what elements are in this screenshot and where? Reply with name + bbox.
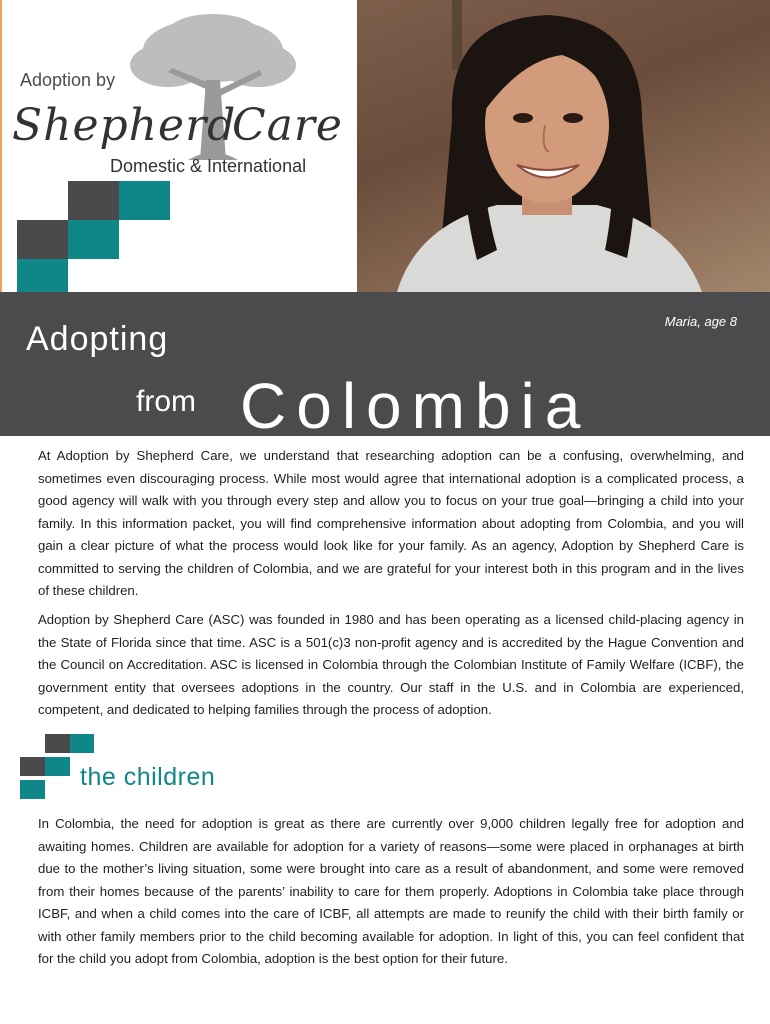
logo-edge-line: [0, 0, 2, 292]
child-portrait-icon: [357, 0, 770, 292]
logo-tagline-bottom: Domestic & International: [110, 156, 307, 176]
logo-tagline-top: Adoption by: [20, 70, 116, 90]
decor-square: [119, 181, 170, 220]
photo-caption: Maria, age 8: [664, 314, 737, 329]
decor-square: [20, 757, 45, 776]
title-banner: [0, 292, 770, 442]
decor-square: [70, 734, 94, 753]
decor-square: [17, 220, 68, 259]
logo-name-shepherd: Shepherd: [12, 100, 237, 151]
decor-square: [45, 734, 70, 753]
logo-name-care: Care: [232, 100, 343, 151]
decor-square: [68, 181, 119, 220]
intro-paragraph: At Adoption by Shepherd Care, we understand that researching adoption can be a confusing, overwhelming, and sometimes even discouraging process. While most would agree that international adoption is a complicated process, a good agency will walk with you through every step and allow you to focus on your true goal—bringing a child into your family. In this information packet, you will find comprehensive information about adopting from Colombia, and you will gain a clear picture of what the process would look like for your family. As an agency, Adoption by Shepherd Care is committed to serving the children of Colombia, and we are grateful for your interest both in this program and in the lives of these children.: [38, 448, 744, 598]
decor-square: [45, 757, 70, 776]
title-word-from: from: [136, 385, 196, 418]
decor-square: [17, 259, 68, 292]
decor-square: [68, 220, 119, 259]
children-paragraph: In Colombia, the need for adoption is great as there are currently over 9,000 children legally free for adoption and awaiting homes. Children are available for adoption for a variety of reasons—some were placed in orphanages at birth due to the mother’s living situation, some were brought into care as a result of abandonment, and some were removed from their homes because of the parents’ inability to care for them properly. Adoptions in Colombia take place through ICBF, and when a child comes into the care of ICBF, all attempts are made to reunify the child with their birth family or with other family members prior to the child becoming available for adoption. In light of this, you can feel confident that for the child you adopt from Colombia, adoption is the best option for their future.: [38, 816, 744, 966]
child-photo: [357, 0, 770, 292]
decor-square: [20, 780, 45, 799]
about-paragraph: Adoption by Shepherd Care (ASC) was founded in 1980 and has been operating as a licensed child-placing agency in the State of Florida since that time. ASC is a 501(c)3 non-profit agency and is accredited by the Hague Convention and the Council on Accreditation. ASC is licensed in Colombia through the Colombian Institute of Family Welfare (ICBF), the government entity that oversees adoptions in the country. Our staff in the U.S. and in Colombia are experienced, competent, and dedicated to helping families through the process of adoption.: [38, 612, 744, 717]
agency-logo: [0, 0, 357, 292]
title-word-colombia: Colombia: [240, 370, 591, 442]
title-word-adopting: Adopting: [26, 320, 169, 358]
section-title-children: the children: [80, 763, 216, 791]
